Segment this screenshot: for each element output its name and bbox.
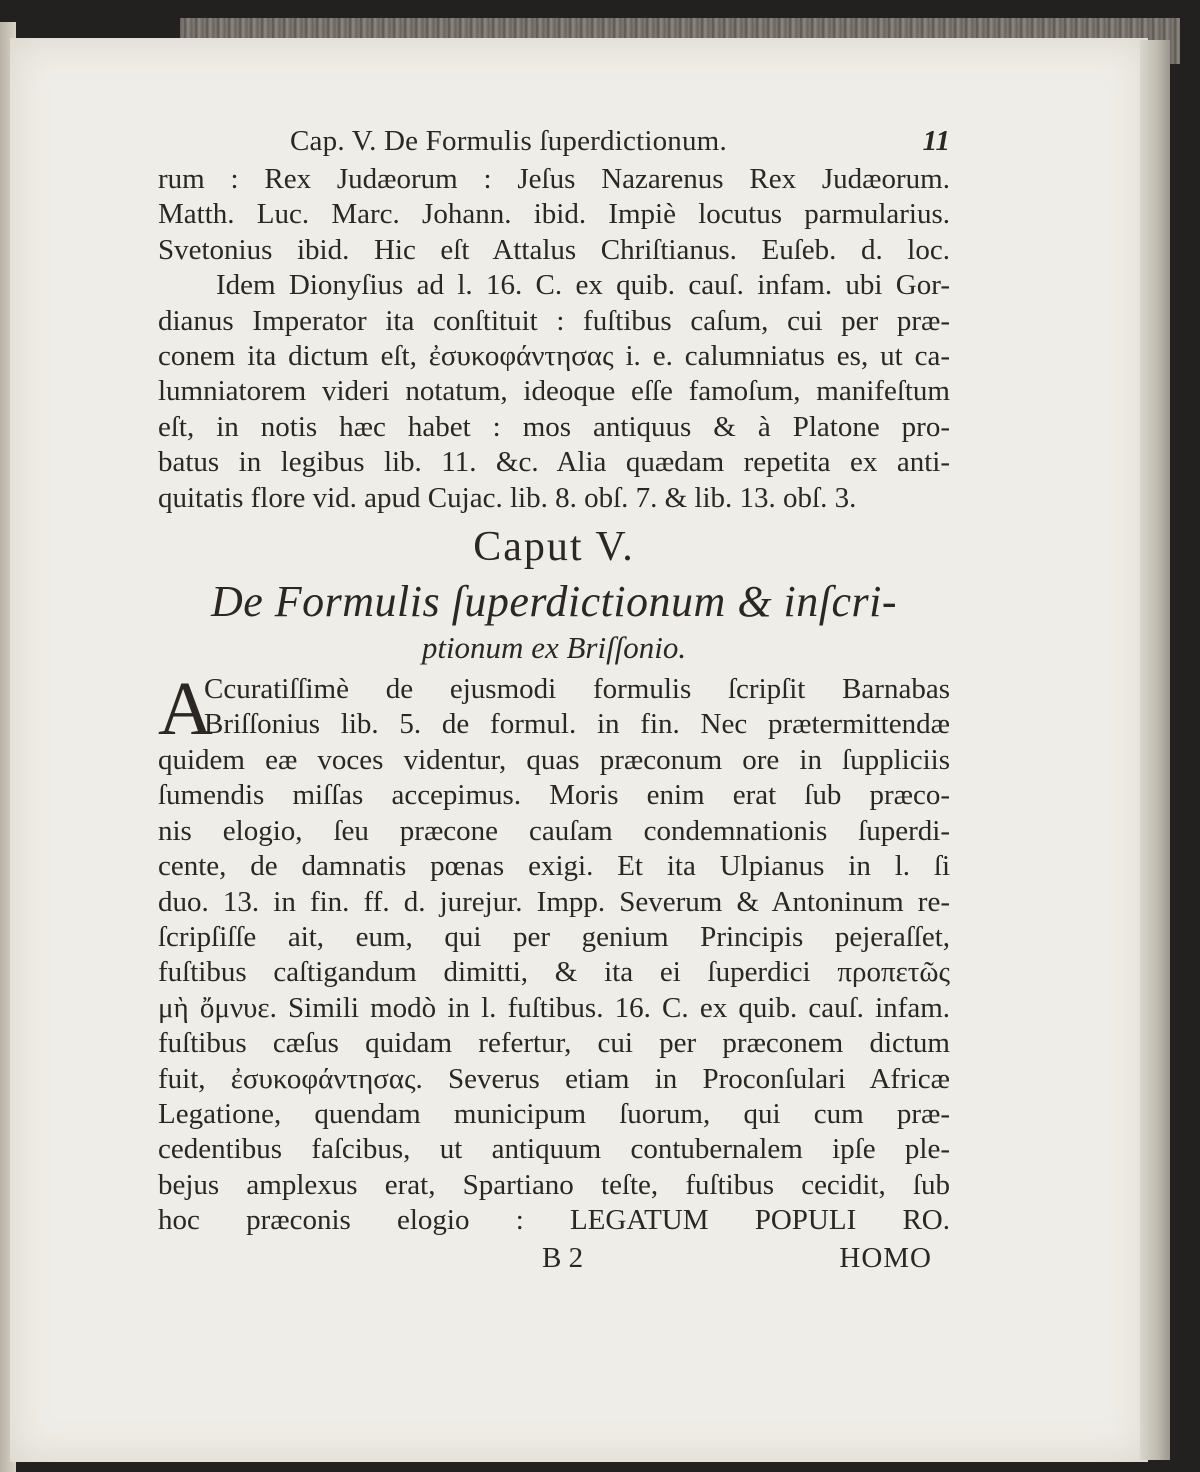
text-line: rum : Rex Judæorum : Jeſus Nazarenus Rex Judæorum.	[158, 163, 950, 195]
page-text	[158, 122, 950, 1281]
text-line: dianus Imperator ita conſtituit : fuſtibus caſum, cui per præ-	[158, 304, 950, 337]
page-number: 11	[922, 125, 950, 157]
running-title: Cap. V. De Formulis ſuperdictionum.	[290, 125, 727, 157]
text-line: bejus amplexus erat, Spartiano teſte, fuſtibus cecidit, ſub	[158, 1168, 950, 1201]
text-line: cedentibus faſcibus, ut antiquum contubernalem ipſe ple-	[158, 1133, 950, 1166]
text-line: Briſſonius lib. 5. de formul. in fin. Nec prætermittendæ	[204, 708, 950, 741]
drop-cap: A	[158, 667, 213, 752]
text-line: conem ita dictum eſt, ἐσυκοφάντησας i. e. calumniatus es, ut ca-	[158, 340, 950, 373]
signature-mark: B 2	[542, 1241, 584, 1274]
text-line: Matth. Luc. Marc. Johann. ibid. Impiè locutus parmularius.	[158, 198, 950, 231]
catchword: HOMO	[839, 1241, 932, 1274]
text-line: Legatione, quendam municipum ſuorum, qui cum præ-	[158, 1097, 950, 1130]
chapter-title-continued: ptionum ex Briſſonio.	[421, 630, 687, 666]
paragraph-continued	[158, 162, 950, 516]
text-line: quidem eæ voces videntur, quas præconum ore in ſuppliciis	[158, 743, 950, 776]
page-footer	[158, 1241, 950, 1281]
paragraph-main	[158, 667, 950, 1239]
text-line: Idem Dionyſius ad l. 16. C. ex quib. cauſ. infam. ubi Gor-	[216, 269, 950, 302]
text-line: fuit, ἐσυκοφάντησας. Severus etiam in Proconſulari Africæ	[158, 1062, 950, 1095]
text-line: duo. 13. in fin. ff. d. jurejur. Impp. Severum & Antoninum re-	[158, 885, 950, 918]
text-line: fuſtibus cæſus quidam refertur, cui per præconem dictum	[158, 1027, 950, 1060]
text-line: Svetonius ibid. Hic eſt Attalus Chriſtianus. Euſeb. d. loc.	[158, 233, 950, 266]
chapter-heading: Caput V.	[473, 524, 635, 571]
text-line: batus in legibus lib. 11. &c. Alia quædam repetita ex anti-	[158, 446, 950, 479]
text-line: ſumendis miſſas accepimus. Moris enim erat ſub præco-	[158, 779, 950, 812]
text-line: Ccuratiſſimè de ejusmodi formulis ſcripſit Barnabas	[204, 673, 950, 706]
text-line: lumniatorem videri notatum, ideoque eſſe famoſum, manifeſtum	[158, 375, 950, 408]
text-line: eſt, in notis hæc habet : mos antiquus & à Platone pro-	[158, 410, 950, 443]
text-line: quitatis flore vid. apud Cujac. lib. 8. obſ. 7. & lib. 13. obſ. 3.	[158, 481, 857, 514]
text-line: μὴ ὄμνυε. Simili modò in l. fuſtibus. 16. C. ex quib. cauſ. infam.	[158, 991, 950, 1024]
text-line: fuſtibus caſtigandum dimitti, & ita ei ſuperdici προπετῶς	[158, 956, 950, 989]
text-line: ſcripſiſſe ait, eum, qui per genium Principis pejeraſſet,	[158, 920, 950, 953]
text-line: cente, de damnatis pœnas exigi. Et ita Ulpianus in l. ſi	[158, 850, 950, 883]
running-head	[158, 122, 950, 162]
chapter-title: De Formulis ſuperdictionum & inſcri-	[210, 577, 898, 627]
page-stack-edge	[1140, 40, 1170, 1460]
text-line: nis elogio, ſeu præcone cauſam condemnationis ſuperdi-	[158, 814, 950, 847]
text-line: hoc præconis elogio : LEGATUM POPULI RO.	[158, 1204, 950, 1237]
